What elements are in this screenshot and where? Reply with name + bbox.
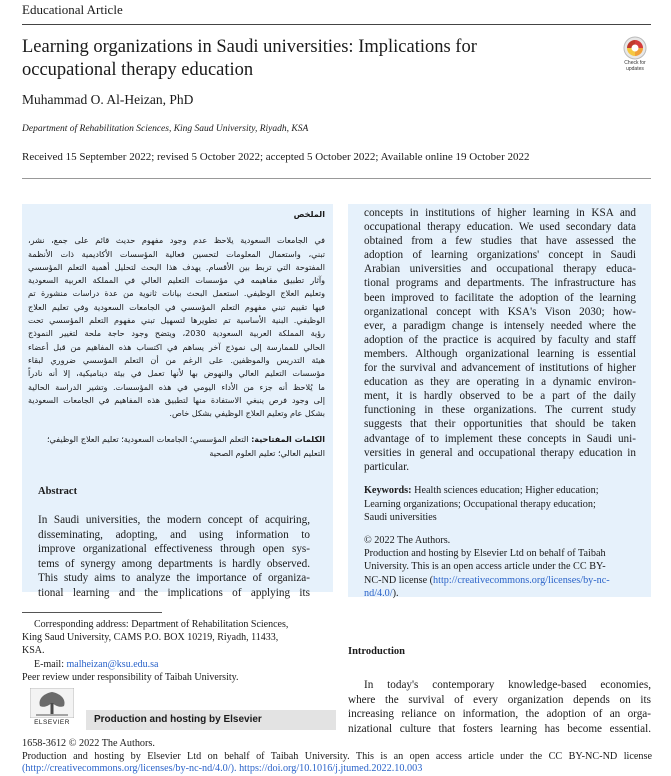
abstract-line: adoption of the practice is acquired by faculty and staff <box>364 333 636 346</box>
email-link[interactable]: malheizan@ksu.edu.sa <box>66 658 159 670</box>
abstract-line: organizational concept with KSA's Vison 2030; how- <box>364 305 636 318</box>
introduction-line: where the survival of every organization depends on its <box>348 693 651 706</box>
copyright-line-5: ). <box>392 587 399 599</box>
footnote-rule <box>22 612 162 613</box>
correspondence <box>22 618 337 684</box>
keywords-line-3: Saudi universities <box>364 512 437 524</box>
abstract-line: education as they are operating in a dynamic environ- <box>364 376 636 389</box>
arabic-keywords <box>28 433 325 446</box>
arabic-abstract-heading: الملخص <box>293 209 325 219</box>
keywords-label: Keywords: <box>364 485 412 496</box>
abstract-line: for the survival and advancement of institutions of higher <box>364 362 636 375</box>
footer-license: Production and hosting by Elsevier Ltd on behalf of Taibah University. This is an open access article under the CC BY-NC-ND license <box>22 750 652 762</box>
abstract-line: suggests that their opportunities that should be taken <box>364 418 636 431</box>
arabic-abstract-line: بشكل عام وتعليم العلاج الوظيفي بشكل خاص. <box>169 408 325 419</box>
header-rule <box>22 24 651 25</box>
arabic-abstract-line: الحالي للممارسة إلى نموذج آخر يساهم في اكتساب هذه المفاهيم من قبل أعضاء <box>28 341 325 352</box>
elsevier-banner: Production and hosting by Elsevier <box>86 710 336 730</box>
introduction-line: increasing reliance on information, the adoption of an orga- <box>348 708 651 721</box>
abstract-line: members. Although organizational learning is essential <box>364 347 636 360</box>
article-type: Educational Article <box>22 2 123 17</box>
arabic-abstract-line: ما يُلاحظ أنه جزء من الأداء اليومي في هذه المؤسسات. وتشير الدراسة الحالية <box>28 381 325 392</box>
introduction-line: In today's contemporary knowledge-based economies, <box>364 679 651 691</box>
arabic-abstract <box>28 208 325 460</box>
footer-issn: 1658-3612 © 2022 The Authors. <box>22 738 155 749</box>
arabic-abstract-line: هيئة التدريس والموظفين. على الرغم من أن التعلم المؤسسي ضروري لبقاء <box>28 354 325 365</box>
arabic-abstract-line: إلى وجود فرص ينبغي الاستفادة منها لتطبيق هذه المفاهيم في الجامعات السعودية <box>28 394 325 405</box>
email-label: E-mail: <box>34 658 67 670</box>
arabic-abstract-line: وآثار تطبيق مفاهيمه في مؤسسات التعليم العالي في المملكة العربية السعودية <box>28 275 325 286</box>
arabic-abstract-line: تبني، واستعمال المعلومات لتحسين فعالية المؤسسات الأكاديمية ذات الأنظمة <box>28 248 325 259</box>
footer <box>22 738 652 776</box>
abstract-line: functioning in these organizations. The current study <box>364 404 636 417</box>
footer-doi-link[interactable]: (http://creativecommons.org/licenses/by-nc-nd/4.0/). https://doi.org/10.1016/j.jtumed.2022.10.003 <box>22 763 423 775</box>
article-title <box>22 36 477 82</box>
article-dates: Received 15 September 2022; revised 5 October 2022; accepted 5 October 2022; Available online 19 October 2022 <box>22 151 530 163</box>
correspondence-line-3: KSA. <box>22 645 45 657</box>
copyright-line-3: University. This is an open access article under the CC BY- <box>364 561 606 573</box>
title-line-2: occupational therapy education <box>22 60 254 80</box>
affiliation: Department of Rehabilitation Sciences, King Saud University, Riyadh, KSA <box>22 124 309 134</box>
keywords <box>364 484 636 525</box>
arabic-abstract-line: مؤسسات التعليم العالي والنهوض بها لأنها تعمل في بيئة ديناميكية، إلا أنه نادراً <box>28 368 325 379</box>
arabic-abstract-line: فيها تقييم تبني مفهوم التعلم المؤسسي في الجامعات السعودية وفي تعليم العلاج <box>28 301 325 312</box>
elsevier-tree-icon <box>30 688 74 718</box>
arabic-keywords-label: الكلمات المفتاحية: <box>251 434 325 445</box>
abstract-line: ever, a paradigm change is intensely needed where the <box>364 319 636 332</box>
introduction-heading: Introduction <box>348 646 405 657</box>
introduction-body <box>348 678 651 736</box>
abstract-line: Arabian universities and occupational therapy educa- <box>364 263 636 276</box>
abstract-line: particular. <box>364 460 410 473</box>
peer-review-note: Peer review under responsibility of Taibah University. <box>22 671 239 683</box>
copyright-line-1: © 2022 The Authors. <box>364 535 451 546</box>
abstract-line: occupational therapy education. We used secondary data <box>364 221 636 234</box>
check-updates-label: Check for updates <box>624 60 646 72</box>
abstract-line: tional learning and the implications of applying its <box>38 586 310 599</box>
correspondence-line-2: King Saud University, CAMS P.O. BOX 10219, Riyadh, 11433, <box>22 632 279 644</box>
arabic-abstract-line: وتعليم العلاج الوظيفي. استعمل البحث بيانات ثانوية من عدة دراسات منشورة تم <box>28 288 325 299</box>
abstract-body-right <box>364 206 636 474</box>
abstract-line: ment, it is hardly observed to be a part of the daily <box>364 390 636 403</box>
arabic-keywords-line-1: التعلم المؤسسي؛ الجامعات السعودية؛ تعليم العلاج الوظيفي؛ <box>46 434 249 445</box>
introduction-line: nizational culture that fosters learning has become essential. <box>348 722 651 735</box>
title-line-1: Learning organizations in Saudi universities: Implications for <box>22 37 477 57</box>
arabic-abstract-line: رؤية المملكة العربية السعودية 2030، ويتضح وجود حاجة ملحة لتغيير النموذج <box>28 328 325 339</box>
correspondence-line-1: Corresponding address: Department of Rehabilitation Sciences, <box>34 619 289 630</box>
abstract-body-left <box>38 513 310 601</box>
dates-rule <box>22 178 651 179</box>
author-name: Muhammad O. Al-Heizan, PhD <box>22 92 194 107</box>
abstract-line: obtained from a few studies that have assessed the <box>364 235 636 248</box>
arabic-abstract-line: المفتوحة التي تربط بين الأقسام. يهدف هذا البحث لتحليل أهمية التعلم المؤسسي <box>28 261 325 272</box>
license-link[interactable]: http://creativecommons.org/licenses/by-nc- <box>433 574 610 586</box>
copyright-line-2: Production and hosting by Elsevier Ltd on behalf of Taibah <box>364 548 606 560</box>
abstract-heading: Abstract <box>38 486 78 497</box>
check-for-updates-badge[interactable] <box>619 36 651 72</box>
abstract-line: improve organizational effectiveness through open sys- <box>38 543 310 556</box>
abstract-line: tional programs and departments. The infrastructure has <box>364 277 636 290</box>
abstract-line: advantage of to implement these concepts in Saudi uni- <box>364 432 636 445</box>
abstract-line: disseminating, adopting, and using information to <box>38 528 310 541</box>
elsevier-logo-text: ELSEVIER <box>34 719 70 726</box>
copyright-line-4: NC-ND license ( <box>364 574 434 586</box>
abstract-line: concepts in institutions of higher learning in KSA and <box>364 207 636 219</box>
abstract-line: tems of synergy among departments is hardly observed. <box>38 557 310 570</box>
abstract-line: adoption of learning organizations' concept in Saudi <box>364 249 636 262</box>
arabic-abstract-line: في الجامعات السعودية يلاحظ عدم وجود مفهوم حديث قائم على جمع، نشر، <box>28 235 325 246</box>
abstract-line: In Saudi universities, the modern concept of acquiring, <box>38 514 310 526</box>
keywords-line-1: Health sciences education; Higher education; <box>414 485 599 496</box>
elsevier-logo <box>22 688 82 728</box>
arabic-abstract-line: الوظيفي. البنية الأساسية تم تطويرها لتسهيل تبني مفهوم التعلم المؤسسي تحت <box>28 315 325 326</box>
abstract-line: been improved to facilitate the adoption of the learning <box>364 291 636 304</box>
arabic-keywords-line-2: التعليم العالي؛ تعليم العلوم الصحية <box>209 447 325 458</box>
keywords-line-2: Learning organizations; Occupational therapy education; <box>364 498 596 510</box>
abstract-line: versities in general and occupational therapy education in <box>364 446 636 459</box>
copyright-notice <box>364 534 644 600</box>
abstract-line: This study aims to analyze the importance of organiza- <box>38 572 310 585</box>
check-updates-icon <box>623 36 647 60</box>
license-link-continued[interactable]: nd/4.0/ <box>364 587 393 599</box>
